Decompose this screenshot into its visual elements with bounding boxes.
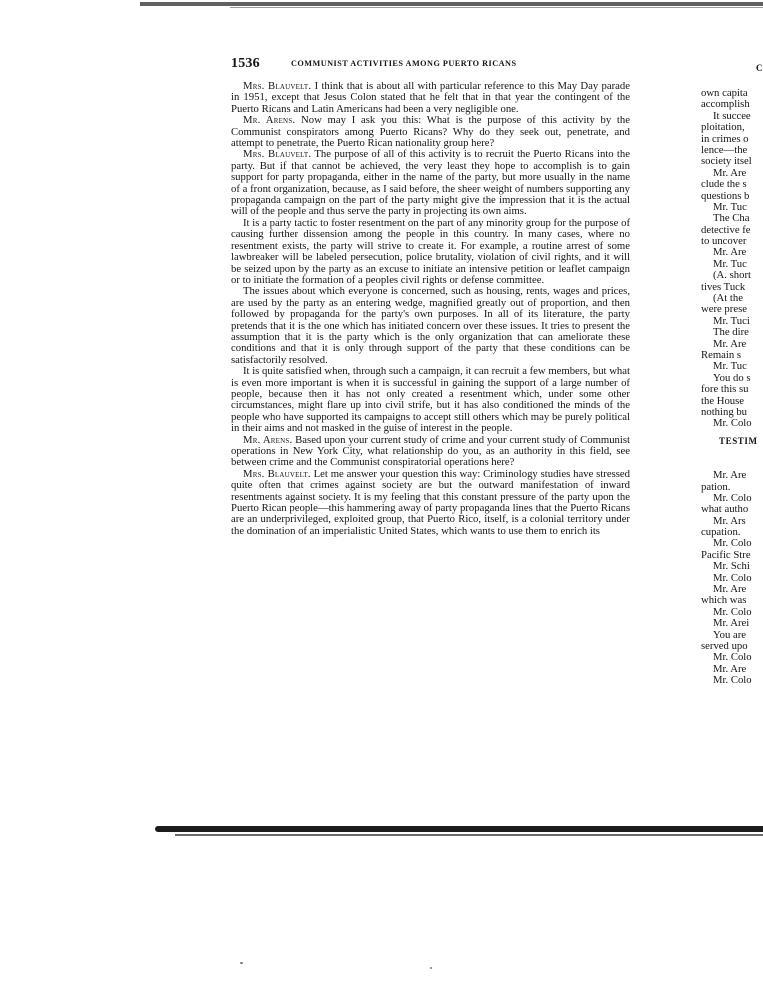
- fragment-line: Mr. Are: [713, 337, 747, 350]
- fragment-line: were prese: [701, 303, 747, 316]
- bottom-scan-edge-rule: [155, 826, 763, 832]
- fragment-line: Mr. Ars: [713, 514, 746, 527]
- fragment-line: (A. short: [713, 269, 751, 282]
- paragraph-text: The issues about which everyone is concerned, such as housing, rents, wages and prices, are used by the party as an entering wedge, magnified greatly out of proportion, and then followed by propaganda for the party's own purposes. In all of its literature, the party pretends that it is the one which has initiated concern over these issues. It tries to present the assumption that it is the party which is the only organization that can ameliorate these conditions and that it is only through support of the party that these conditions can be satisfactorily resolved.: [231, 285, 630, 366]
- speaker-name: Mrs. Blauvelt.: [243, 467, 311, 480]
- fragment-line: Mr. Are: [713, 469, 747, 482]
- right-page-header-fragment: C: [756, 63, 763, 73]
- fragment-line: the House: [701, 394, 745, 407]
- fragment-line: Mr. Colo: [713, 571, 752, 584]
- paragraph: [231, 435, 630, 469]
- fragment-line: detective fe: [701, 223, 751, 236]
- fragment-line: Mr. Schi: [713, 560, 750, 573]
- scan-speck: [430, 967, 432, 969]
- fragment-line: Mr. Colo: [713, 537, 752, 550]
- paragraph: [231, 366, 630, 434]
- fragment-line: Mr. Are: [713, 166, 747, 179]
- paragraph-text: I think that is about all with particular reference to this May Day parade in 1951, except that Jesus Colon stated that he felt that in that year the contingent of the Puerto Ricans and Latin Americans had been a very negligible one.: [231, 80, 631, 115]
- fragment-line: Mr. Are: [713, 246, 747, 259]
- fragment-line: in crimes o: [701, 132, 749, 145]
- fragment-line: cupation.: [701, 526, 741, 539]
- section-heading-fragment: TESTIM: [719, 435, 758, 446]
- fragment-line: which was: [701, 594, 747, 607]
- fragment-line: You do s: [713, 371, 751, 384]
- fragment-line: pation.: [701, 480, 731, 493]
- fragment-line: society itsel: [701, 155, 752, 168]
- fragment-line: to uncover: [701, 235, 747, 248]
- fragment-line: The Cha: [713, 212, 750, 225]
- fragment-line: Mr. Tuc: [713, 200, 747, 213]
- fragment-line: lence—the: [701, 143, 748, 156]
- right-page-fragment-column: [701, 88, 763, 688]
- speaker-name: Mr. Arens.: [243, 114, 296, 127]
- paragraph-text: Let me answer your question this way: Criminology studies have stressed quite often that crimes against society are but the outward manifestation of inward resentments against society. It is my feeling that this constant pressure of the party upon the Puerto Rican people—this hammering away of party propaganda lines that the Puerto Ricans are an underprivileged, exploited group, that Puerto Rico, itself, is a colonial territory under the domination of an imperialistic United States, which wants to use them to enrich its: [231, 467, 630, 537]
- fragment-line: The dire: [713, 326, 749, 339]
- fragment-line: Mr. Colo: [713, 491, 752, 504]
- fragment-line: Mr. Colo: [713, 605, 752, 618]
- fragment-line: fore this su: [701, 383, 749, 396]
- speaker-name: Mrs. Blauvelt.: [243, 148, 312, 161]
- paragraph-text: Based upon your current study of crime and your current study of Communist operations in New York City, what relationship do you, as an authority in this field, see between crime and the Communist conspiratorial operations here?: [231, 433, 630, 469]
- top-border-thin-rule: [230, 7, 763, 8]
- fragment-line: own capita: [701, 88, 748, 99]
- fragment-line: nothing bu: [701, 405, 748, 418]
- speaker-name: Mrs. Blauvelt.: [243, 80, 312, 92]
- paragraph-text: It is a party tactic to foster resentment on the part of any minority group for the purpose of causing further dissension among the people in this country. In many cases, where no resentment exists, the party will strive to create it. For example, a routine arrest of some lawbreaker will be labeled persecution, police brutality, violation of civil rights, and it will be seized upon by the party as an excuse to initiate an intensive petition or leaflet campaign or to initiate the formation of a peoples civil rights or defense committee.: [231, 216, 630, 286]
- fragment-line: what autho: [701, 503, 749, 516]
- paragraph-text: Now may I ask you this: What is the purpose of this activity by the Communist conspirators among Puerto Ricans? Why do they seek out, penetrate, and attempt to penetrate, the Puerto Rican nationality group here?: [231, 114, 630, 150]
- main-text-column: [231, 81, 630, 537]
- fragment-line: Pacific Stre: [701, 548, 751, 561]
- fragment-line: clude the s: [701, 178, 747, 191]
- running-head: COMMUNIST ACTIVITIES AMONG PUERTO RICANS: [291, 59, 517, 68]
- section-spacer: [701, 447, 763, 470]
- paragraph: [231, 149, 630, 217]
- scan-speck: [240, 962, 243, 964]
- fragment-line: Mr. Colo: [713, 417, 752, 430]
- fragment-line: Mr. Colo: [713, 674, 752, 687]
- fragment-line: Mr. Tuci: [713, 314, 750, 327]
- page-header: [231, 56, 631, 72]
- paragraph: [231, 81, 630, 115]
- page-number: 1536: [231, 56, 260, 71]
- paragraph: [231, 286, 630, 366]
- fragment-line: tives Tuck: [701, 280, 746, 293]
- fragment-line: Mr. Tuc: [713, 257, 747, 270]
- fragment-line: (At the: [713, 292, 743, 305]
- paragraph-text: The purpose of all of this activity is to recruit the Puerto Ricans into the party. But if that cannot be achieved, the very least they hope to accomplish is to gain support for party propaganda, either in the name of the party, but more usually in the name of a front organization, because, as I said before, the sheer weight of numbers supporting any propaganda campaign on the part of the party might give the impression that it is the actual will of the people and thus serve the party in projecting its own aims.: [231, 148, 630, 218]
- fragment-line: Remain s: [701, 348, 742, 361]
- paragraph: [231, 469, 630, 537]
- fragment-line: Mr. Tuc: [713, 360, 747, 373]
- paragraph-text: It is quite satisfied when, through such a campaign, it can recruit a few members, but what is even more important is when it is successful in gaining the support of a large number of people, because then it has not only created a resentment which, under some other circumstances, might flare up into civil strife, but it has also conditioned the minds of the people who have supported its campaigns to accept still others which may be purely political in their aims and not masked in the guise of interest in the people.: [231, 365, 630, 435]
- fragment-line: Mr. Are: [713, 583, 747, 596]
- speaker-name: Mr. Arens.: [243, 433, 293, 446]
- bottom-scan-edge-thin-rule: [175, 834, 763, 836]
- fragment-line: accomplish: [701, 98, 750, 111]
- fragment-line: It succee: [713, 109, 751, 122]
- fragment-line: Mr. Are: [713, 662, 747, 675]
- paragraph: [231, 115, 630, 149]
- fragment-line: ploitation,: [701, 121, 745, 134]
- fragment-line: served upo: [701, 639, 748, 652]
- fragment-line: Mr. Colo: [713, 651, 752, 664]
- fragment-line: questions b: [701, 189, 750, 202]
- fragment-line: You are: [713, 628, 747, 641]
- paragraph: [231, 218, 630, 286]
- fragment-line: Mr. Arei: [713, 617, 750, 630]
- top-border-rule: [140, 2, 763, 6]
